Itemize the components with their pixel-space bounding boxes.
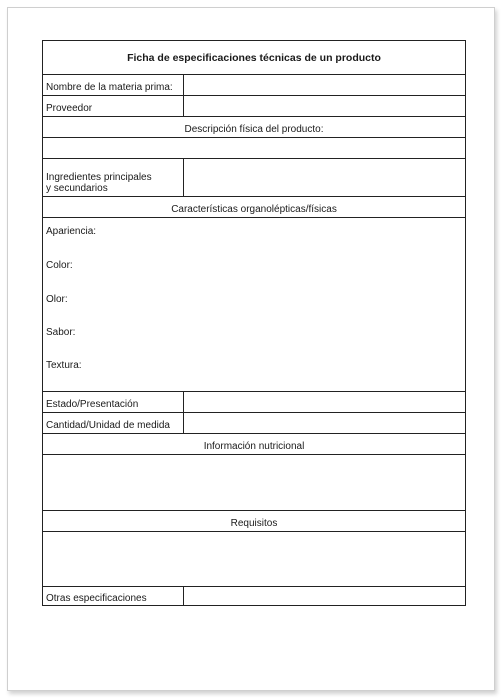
physical-description-field[interactable] (43, 138, 465, 159)
physical-description-header-row (43, 117, 465, 138)
physical-description-header: Descripción física del producto: (184, 124, 324, 135)
organoleptic-header: Características organolépticas/físicas (171, 204, 337, 215)
nutrition-field[interactable] (43, 455, 465, 511)
product-spec-form (42, 40, 466, 606)
supplier-row (43, 96, 465, 117)
requirements-header-row (43, 511, 465, 532)
quantity-field[interactable] (184, 413, 465, 433)
raw-material-label: Nombre de la materia prima: (43, 75, 184, 95)
supplier-field[interactable] (184, 96, 465, 116)
state-field[interactable] (184, 392, 465, 412)
nutrition-header: Información nutricional (203, 441, 305, 452)
document-page (7, 7, 495, 691)
quantity-label: Cantidad/Unidad de medida (43, 413, 184, 433)
state-label: Estado/Presentación (43, 392, 184, 412)
state-row (43, 392, 465, 413)
ingredients-field[interactable] (184, 159, 465, 196)
appearance-label: Apariencia: (46, 226, 97, 237)
smell-label: Olor: (46, 294, 68, 305)
other-specs-label: Otras especificaciones (43, 587, 184, 606)
other-specs-field[interactable] (184, 587, 465, 606)
taste-label: Sabor: (46, 327, 76, 338)
form-title: Ficha de especificaciones técnicas de un producto (127, 51, 381, 64)
ingredients-label-line2: y secundarios (46, 183, 108, 194)
other-specs-row (43, 587, 465, 606)
requirements-header: Requisitos (230, 518, 278, 529)
requirements-field[interactable] (43, 532, 465, 587)
texture-label: Textura: (46, 360, 82, 371)
raw-material-row (43, 75, 465, 96)
ingredients-label (43, 159, 184, 196)
ingredients-row (43, 159, 465, 197)
quantity-row (43, 413, 465, 434)
raw-material-field[interactable] (184, 75, 465, 95)
organoleptic-section[interactable] (43, 218, 465, 392)
ingredients-label-line1: Ingredientes principales (46, 172, 152, 183)
color-label: Color: (46, 260, 73, 271)
nutrition-header-row (43, 434, 465, 455)
supplier-label: Proveedor (43, 96, 184, 116)
organoleptic-header-row (43, 197, 465, 218)
form-title-row (43, 41, 465, 75)
